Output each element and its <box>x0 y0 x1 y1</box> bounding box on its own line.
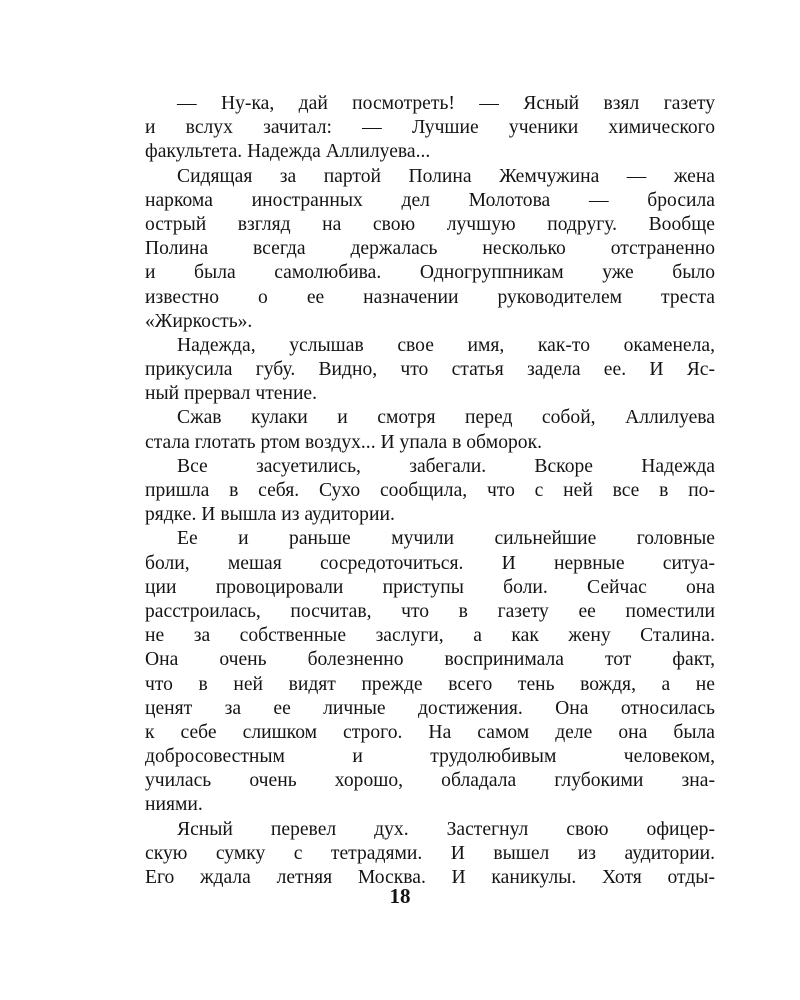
text-line: — Ну-ка, дай посмотреть! — Ясный взял газету <box>177 93 715 114</box>
text-line: Ее и раньше мучили сильнейшие головные <box>177 528 715 550</box>
text-line: училась очень хорошо, обладала глубокими зна- <box>145 770 715 792</box>
text-line: что в ней видят прежде всего тень вождя, а не <box>145 673 715 695</box>
text-line: Она очень болезненно воспринимала тот факт, <box>145 649 715 671</box>
text-line: пришла в себя. Сухо сообщила, что с ней все в по- <box>145 480 715 501</box>
page-number: 18 <box>389 884 411 908</box>
text-line: «Жиркость». <box>145 310 253 332</box>
text-line: Сжав кулаки и смотря перед собой, Аллилуева <box>177 407 715 429</box>
text-line: не за собственные заслуги, а как жену Сталина. <box>145 625 715 647</box>
text-line: наркома иностранных дел Молотова — бросила <box>145 189 715 211</box>
text-line: Ясный перевел дух. Застегнул свою офицер- <box>177 818 715 840</box>
text-line: Надежда, услышав свое имя, как-то окаменела, <box>177 334 715 356</box>
text-line: известно о ее назначении руководителем треста <box>145 286 715 308</box>
text-line: добросовестным и трудолюбивым человеком, <box>145 746 715 768</box>
text-line: Все засуетились, забегали. Вскоре Надежда <box>177 455 715 477</box>
text-line: стала глотать ртом воздух... И упала в обморок. <box>145 431 543 453</box>
text-line: Полина всегда держалась несколько отстраненно <box>145 238 715 260</box>
body-text <box>145 92 715 890</box>
text-line: скую сумку с тетрадями. И вышел из аудитории. <box>145 842 715 864</box>
text-line: острый взгляд на свою лучшую подругу. Вообще <box>145 213 715 235</box>
text-line: боли, мешая сосредоточиться. И нервные ситуа- <box>145 552 715 574</box>
text-line: ный прервал чтение. <box>145 383 318 405</box>
text-line: и вслух зачитал: — Лучшие ученики химического <box>145 117 715 139</box>
text-line: ценят за ее личные достижения. Она относилась <box>145 697 715 719</box>
text-line: прикусила губу. Видно, что статья задела ее. И Яс- <box>145 359 715 381</box>
text-line: рядке. И вышла из аудитории. <box>145 504 395 526</box>
text-line: расстроилась, посчитав, что в газету ее поместили <box>145 600 715 622</box>
text-line: ции провоцировали приступы боли. Сейчас она <box>145 576 715 598</box>
text-line: и была самолюбива. Одногруппникам уже было <box>145 262 715 284</box>
text-line: факультета. Надежда Аллилуева... <box>145 141 431 163</box>
text-line: ниями. <box>145 794 203 816</box>
text-line: к себе слишком строго. На самом деле она была <box>145 721 715 743</box>
text-line: Его ждала летняя Москва. И каникулы. Хотя отды- <box>145 867 715 888</box>
text-line: Сидящая за партой Полина Жемчужина — жена <box>177 165 715 187</box>
